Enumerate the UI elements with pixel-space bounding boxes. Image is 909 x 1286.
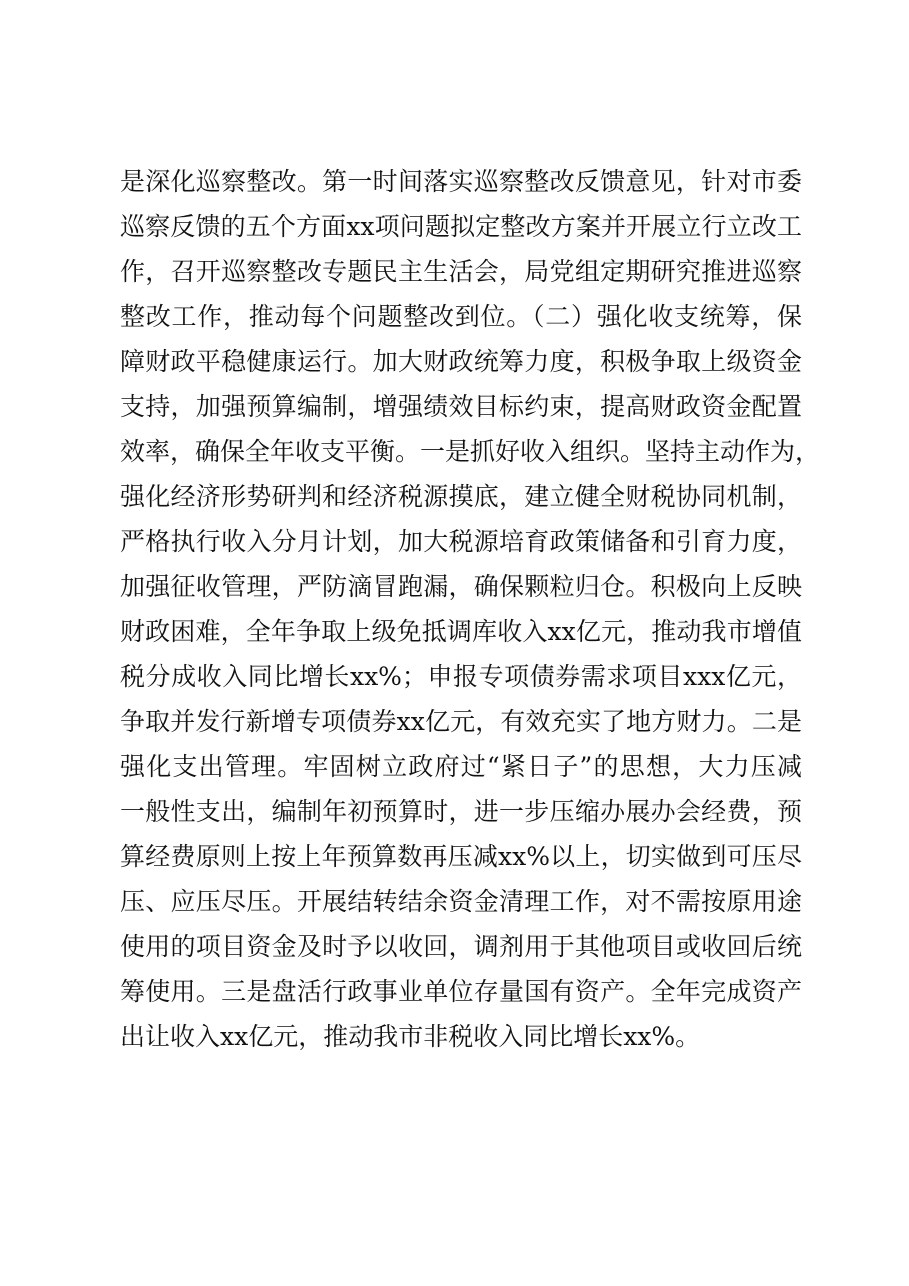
text-line-4: 整改工作，推动每个问题整改到位。（二）强化收支统筹，保 — [120, 302, 802, 331]
text-line-2: 巡察反馈的五个方面xx项问题拟定整改方案并开展立行立改工 — [120, 212, 802, 241]
text-line-1: 是深化巡察整改。第一时间落实巡察整改反馈意见，针对市委 — [120, 167, 802, 196]
text-line-16: 算经费原则上按上年预算数再压减xx%以上，切实做到可压尽 — [120, 842, 802, 871]
text-line-10: 加强征收管理，严防滴冒跑漏，确保颗粒归仓。积极向上反映 — [120, 572, 802, 601]
text-line-14: 强化支出管理。牢固树立政府过“紧日子”的思想，大力压减 — [120, 752, 802, 781]
text-line-3: 作，召开巡察整改专题民主生活会，局党组定期研究推进巡察 — [120, 257, 802, 286]
text-line-8: 强化经济形势研判和经济税源摸底，建立健全财税协同机制， — [120, 482, 802, 511]
text-line-11: 财政困难，全年争取上级免抵调库收入xx亿元，推动我市增值 — [120, 617, 802, 646]
text-line-5: 障财政平稳健康运行。加大财政统筹力度，积极争取上级资金 — [120, 347, 802, 376]
text-line-6: 支持，加强预算编制，增强绩效目标约束，提高财政资金配置 — [120, 392, 802, 421]
text-line-7: 效率，确保全年收支平衡。一是抓好收入组织。坚持主动作为， — [120, 437, 821, 466]
text-line-17: 压、应压尽压。开展结转结余资金清理工作，对不需按原用途 — [120, 887, 802, 916]
text-line-20: 出让收入xx亿元，推动我市非税收入同比增长xx%。 — [120, 1022, 701, 1051]
text-line-9: 严格执行收入分月计划，加大税源培育政策储备和引育力度， — [120, 527, 802, 556]
text-line-15: 一般性支出，编制年初预算时，进一步压缩办展办会经费，预 — [120, 797, 802, 826]
text-line-18: 使用的项目资金及时予以收回，调剂用于其他项目或收回后统 — [120, 932, 802, 961]
text-line-12: 税分成收入同比增长xx%；申报专项债券需求项目xxx亿元， — [120, 662, 802, 691]
text-line-13: 争取并发行新增专项债券xx亿元，有效充实了地方财力。二是 — [120, 707, 802, 736]
text-line-19: 筹使用。三是盘活行政事业单位存量国有资产。全年完成资产 — [120, 977, 802, 1006]
